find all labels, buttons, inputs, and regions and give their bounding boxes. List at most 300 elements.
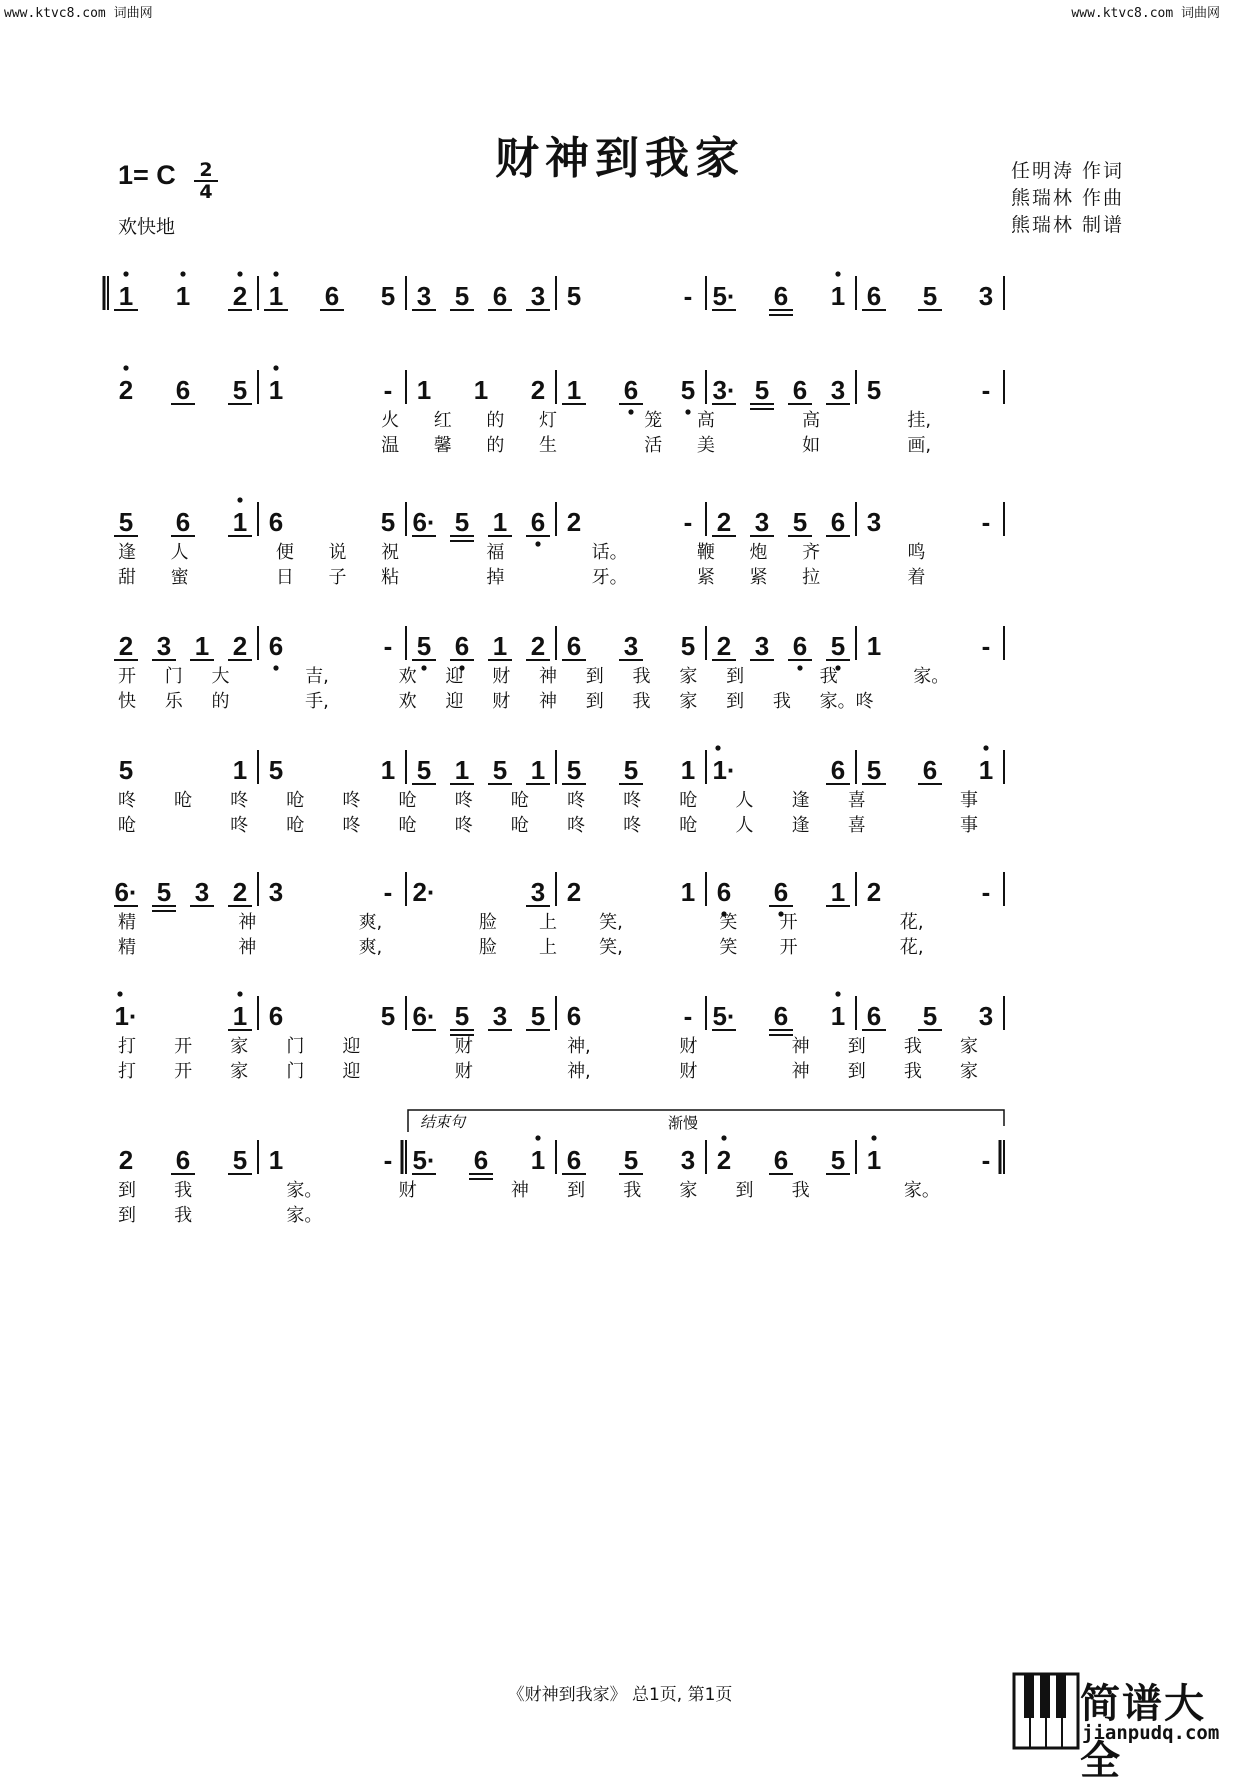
note: 1: [530, 755, 546, 785]
lyric-syllable: 家。: [913, 666, 950, 687]
note: 5: [492, 755, 508, 785]
note: 1: [232, 507, 248, 537]
note: 6: [773, 877, 789, 907]
lyric-syllable: 家。咚: [819, 691, 874, 712]
lyric-syllable: 开: [118, 666, 136, 687]
lyric-syllable: 咚: [454, 790, 473, 811]
note: 3: [194, 877, 210, 907]
note: -: [981, 1145, 991, 1175]
note: 6: [773, 1145, 789, 1175]
note: -: [383, 877, 393, 907]
note: 5: [623, 1145, 639, 1175]
lyric-syllable: 事: [960, 790, 978, 811]
lyric-syllable: 馨: [433, 435, 452, 456]
note: 1·: [114, 1001, 138, 1031]
lyric-syllable: 的: [211, 691, 230, 712]
note: 1: [492, 507, 508, 537]
note: 5: [118, 755, 134, 785]
note: 5: [454, 1001, 470, 1031]
tempo-marking: 欢快地: [118, 216, 176, 238]
ending-bracket: [408, 1110, 1004, 1132]
lyric-syllable: 到: [735, 1180, 754, 1201]
note-high-dot: [123, 271, 128, 276]
note: -: [383, 375, 393, 405]
page-title: 财神到我家: [495, 133, 745, 184]
note-high-dot: [715, 745, 720, 750]
lyric-syllable: 到: [567, 1180, 586, 1201]
note: 5: [922, 281, 938, 311]
note: 6: [773, 1001, 789, 1031]
note-low-dot: [273, 665, 278, 670]
note: 3: [978, 1001, 994, 1031]
lyric-syllable: 家。: [286, 1205, 323, 1226]
note: 1: [175, 281, 191, 311]
lyric-syllable: 我: [632, 691, 651, 712]
lyric-syllable: 我: [903, 1061, 922, 1082]
note-high-dot: [237, 271, 242, 276]
lyric-syllable: 打: [118, 1036, 136, 1057]
lyric-syllable: 生: [539, 435, 557, 456]
note: 6: [792, 631, 808, 661]
lyric-syllable: 神: [539, 666, 557, 687]
lyric-syllable: 咚: [567, 790, 586, 811]
note: -: [383, 631, 393, 661]
lyric-syllable: 快: [118, 691, 136, 712]
lyric-syllable: 我: [623, 1180, 642, 1201]
lyric-syllable: 齐: [802, 542, 821, 563]
lyric-syllable: 笑,: [599, 937, 623, 958]
lyric-syllable: 家: [679, 691, 698, 712]
lyric-syllable: 人: [735, 790, 754, 811]
note: 2: [118, 375, 134, 405]
note: 3: [754, 631, 770, 661]
note: 2: [232, 877, 248, 907]
note: 5: [156, 877, 172, 907]
lyric-syllable: 我: [772, 691, 791, 712]
lyric-syllable: 精: [118, 912, 136, 933]
time-signature-top: 2: [194, 160, 218, 182]
note: 6: [268, 507, 284, 537]
lyric-syllable: 咚: [342, 815, 361, 836]
note: 6: [716, 877, 732, 907]
note: 6: [830, 755, 846, 785]
lyric-syllable: 欢: [398, 691, 417, 712]
note: 5: [454, 281, 470, 311]
credit-composer: 熊瑞林 作曲: [1010, 187, 1124, 209]
lyric-syllable: 到: [726, 666, 745, 687]
lyric-syllable: 神,: [567, 1036, 591, 1057]
lyric-syllable: 逢: [791, 790, 810, 811]
lyric-syllable: 到: [585, 691, 604, 712]
lyric-syllable: 脸: [478, 912, 497, 933]
note: 6: [866, 281, 882, 311]
note-high-dot: [237, 497, 242, 502]
note: 1: [978, 755, 994, 785]
lyric-syllable: 人: [170, 542, 189, 563]
lyric-syllable: 紧: [749, 567, 768, 588]
lyric-syllable: 财: [492, 666, 511, 687]
note: 1: [268, 281, 284, 311]
note: 1: [492, 631, 508, 661]
lyric-syllable: 美: [696, 435, 715, 456]
note: -: [981, 375, 991, 405]
note: 6: [566, 1001, 582, 1031]
site-watermark-left: www.ktvc8.com 词曲网: [4, 6, 153, 21]
note: 2: [530, 631, 546, 661]
lyric-syllable: 乐: [164, 691, 183, 712]
note: 1: [118, 281, 134, 311]
note: 3: [156, 631, 172, 661]
lyric-syllable: 笑: [719, 912, 738, 933]
lyric-syllable: 说: [328, 542, 347, 563]
lyric-syllable: 逢: [791, 815, 810, 836]
note: 6: [473, 1145, 489, 1175]
lyric-syllable: 红: [433, 410, 452, 431]
lyric-syllable: 挂,: [907, 410, 932, 431]
lyric-syllable: 活: [644, 435, 663, 456]
lyric-syllable: 爽,: [358, 937, 383, 958]
lyric-syllable: 的: [486, 410, 505, 431]
lyric-syllable: 火: [381, 410, 400, 431]
note-low-dot: [421, 665, 426, 670]
lyric-syllable: 我: [819, 666, 838, 687]
lyric-syllable: 门: [164, 666, 183, 687]
note: 2: [716, 1145, 732, 1175]
lyric-syllable: 家: [960, 1036, 978, 1057]
lyric-syllable: 手,: [305, 691, 329, 712]
note: 1: [454, 755, 470, 785]
note: 5: [380, 281, 396, 311]
lyric-syllable: 子: [328, 567, 347, 588]
lyric-syllable: 财: [679, 1061, 698, 1082]
note: 5: [792, 507, 808, 537]
note-high-dot: [835, 991, 840, 996]
lyric-syllable: 打: [118, 1061, 136, 1082]
lyric-syllable: 高: [802, 410, 821, 431]
note: 3: [680, 1145, 696, 1175]
key-signature: 1= C: [118, 160, 176, 190]
lyric-syllable: 大: [211, 666, 230, 687]
lyric-syllable: 如: [802, 435, 821, 456]
lyric-syllable: 神: [238, 937, 257, 958]
note: 5: [454, 507, 470, 537]
lyric-syllable: 到: [847, 1061, 866, 1082]
note-high-dot: [535, 1135, 540, 1140]
lyric-syllable: 吉,: [305, 666, 329, 687]
lyric-syllable: 家: [960, 1061, 978, 1082]
note: 3: [530, 877, 546, 907]
lyric-syllable: 门: [286, 1036, 305, 1057]
note: 1: [380, 755, 396, 785]
note: 6: [530, 507, 546, 537]
lyric-syllable: 逢: [118, 542, 136, 563]
lyric-syllable: 到: [585, 666, 604, 687]
lyric-syllable: 呛: [398, 815, 417, 836]
note: 1: [866, 631, 882, 661]
note: 5: [530, 1001, 546, 1031]
lyric-syllable: 门: [286, 1061, 305, 1082]
note: 6: [175, 1145, 191, 1175]
note-low-dot: [628, 409, 633, 414]
note: 6: [922, 755, 938, 785]
lyric-syllable: 高: [696, 410, 715, 431]
lyric-syllable: 神: [791, 1061, 810, 1082]
note: 5: [866, 755, 882, 785]
lyric-syllable: 神: [791, 1036, 810, 1057]
site-watermark-right: www.ktvc8.com 词曲网: [1071, 6, 1220, 21]
note: 6: [773, 281, 789, 311]
lyric-syllable: 我: [174, 1205, 193, 1226]
lyric-syllable: 到: [118, 1180, 136, 1201]
note: 1: [866, 1145, 882, 1175]
note-low-dot: [685, 409, 690, 414]
lyric-syllable: 开: [779, 937, 798, 958]
lyric-syllable: 我: [632, 666, 651, 687]
note-high-dot: [117, 991, 122, 996]
lyric-syllable: 呛: [679, 815, 698, 836]
note: 1: [416, 375, 432, 405]
note: 1: [530, 1145, 546, 1175]
lyric-syllable: 咚: [118, 790, 136, 811]
lyric-syllable: 着: [907, 567, 926, 588]
note: 5: [566, 281, 582, 311]
lyric-syllable: 咚: [342, 790, 361, 811]
note: 5: [830, 1145, 846, 1175]
note: 2: [716, 631, 732, 661]
note: 1: [232, 1001, 248, 1031]
note: 6: [268, 631, 284, 661]
note: 3: [530, 281, 546, 311]
note: 3: [492, 1001, 508, 1031]
note: 6: [566, 631, 582, 661]
note: 6: [830, 507, 846, 537]
note: 3·: [712, 375, 736, 405]
note: 5·: [712, 281, 736, 311]
lyric-syllable: 蜜: [170, 567, 189, 588]
lyric-syllable: 咚: [623, 815, 642, 836]
lyric-syllable: 咚: [623, 790, 642, 811]
lyric-syllable: 呛: [118, 815, 136, 836]
note: -: [383, 1145, 393, 1175]
lyric-syllable: 呛: [174, 790, 193, 811]
note: 5: [380, 507, 396, 537]
note: 5: [680, 375, 696, 405]
lyric-syllable: 甜: [118, 567, 136, 588]
note: -: [981, 877, 991, 907]
lyric-syllable: 家。: [286, 1180, 323, 1201]
lyric-syllable: 咚: [230, 790, 249, 811]
note-high-dot: [237, 991, 242, 996]
lyric-syllable: 我: [174, 1180, 193, 1201]
note: 6: [866, 1001, 882, 1031]
note: -: [683, 1001, 693, 1031]
lyric-syllable: 我: [791, 1180, 810, 1201]
note: 5: [268, 755, 284, 785]
lyric-syllable: 迎: [445, 666, 464, 687]
note: 2: [118, 1145, 134, 1175]
note: 2: [716, 507, 732, 537]
note-high-dot: [871, 1135, 876, 1140]
note: 2: [566, 877, 582, 907]
note-high-dot: [273, 365, 278, 370]
note: 1: [268, 1145, 284, 1175]
note: 5: [380, 1001, 396, 1031]
lyric-syllable: 咚: [567, 815, 586, 836]
note: 5: [416, 631, 432, 661]
note: 2: [232, 631, 248, 661]
lyric-syllable: 脸: [478, 937, 497, 958]
note: 1: [830, 877, 846, 907]
note: 2: [118, 631, 134, 661]
logo-text: 简谱大全: [1080, 1681, 1206, 1784]
note: 5: [416, 755, 432, 785]
lyric-syllable: 灯: [539, 410, 557, 431]
note: 1: [194, 631, 210, 661]
note-high-dot: [835, 271, 840, 276]
note: 1·: [712, 755, 736, 785]
note: 5: [830, 631, 846, 661]
lyric-syllable: 事: [960, 815, 978, 836]
lyric-syllable: 神: [539, 691, 557, 712]
note: -: [683, 507, 693, 537]
note: 5·: [712, 1001, 736, 1031]
note: 2: [566, 507, 582, 537]
note: 6: [454, 631, 470, 661]
note: 3: [268, 877, 284, 907]
note-low-dot: [535, 541, 540, 546]
note: 5: [866, 375, 882, 405]
lyric-syllable: 开: [174, 1036, 193, 1057]
lyric-syllable: 呛: [286, 790, 305, 811]
lyric-syllable: 我: [903, 1036, 922, 1057]
lyric-syllable: 呛: [286, 815, 305, 836]
note: 3: [866, 507, 882, 537]
lyric-syllable: 鸣: [907, 542, 926, 563]
rit-label: 渐慢: [668, 1114, 699, 1132]
note: 1: [566, 375, 582, 405]
note: 3: [623, 631, 639, 661]
lyric-syllable: 开: [779, 912, 798, 933]
lyric-syllable: 到: [847, 1036, 866, 1057]
credit-transcriber: 熊瑞林 制谱: [1010, 214, 1124, 236]
lyric-syllable: 呛: [679, 790, 698, 811]
note: 6: [175, 375, 191, 405]
lyric-syllable: 呛: [510, 790, 529, 811]
lyric-syllable: 笑: [719, 937, 738, 958]
note-high-dot: [273, 271, 278, 276]
lyric-syllable: 人: [735, 815, 754, 836]
note: 6·: [114, 877, 138, 907]
lyric-syllable: 迎: [445, 691, 464, 712]
lyric-syllable: 呛: [510, 815, 529, 836]
credit-lyricist: 任明涛 作词: [1010, 160, 1124, 182]
lyric-syllable: 日: [275, 567, 294, 588]
note: 6: [623, 375, 639, 405]
lyric-syllable: 财: [679, 1036, 698, 1057]
lyric-syllable: 祝: [381, 542, 400, 563]
lyric-syllable: 画,: [907, 435, 932, 456]
note: 3: [830, 375, 846, 405]
lyric-syllable: 财: [398, 1180, 417, 1201]
lyric-syllable: 财: [454, 1061, 473, 1082]
lyric-syllable: 家: [679, 666, 698, 687]
lyric-syllable: 温: [381, 435, 400, 456]
lyric-syllable: 掉: [486, 567, 505, 588]
note: 1: [473, 375, 489, 405]
lyric-syllable: 家: [230, 1061, 249, 1082]
note: 1: [830, 1001, 846, 1031]
lyric-syllable: 喜: [847, 815, 866, 836]
lyric-syllable: 牙。: [591, 567, 628, 588]
note-high-dot: [123, 365, 128, 370]
lyric-syllable: 神,: [567, 1061, 591, 1082]
lyric-syllable: 笑,: [599, 912, 623, 933]
lyric-syllable: 到: [118, 1205, 136, 1226]
note-high-dot: [983, 745, 988, 750]
note: -: [981, 631, 991, 661]
note: 5: [680, 631, 696, 661]
note: 5·: [412, 1145, 436, 1175]
lyric-syllable: 爽,: [358, 912, 383, 933]
lyric-syllable: 咚: [230, 815, 249, 836]
note: 5: [232, 1145, 248, 1175]
lyric-syllable: 开: [174, 1061, 193, 1082]
lyric-syllable: 拉: [802, 567, 821, 588]
lyric-syllable: 到: [726, 691, 745, 712]
note: 5: [232, 375, 248, 405]
lyric-syllable: 话。: [591, 542, 628, 563]
note: 5: [623, 755, 639, 785]
note: 2: [866, 877, 882, 907]
lyric-syllable: 炮: [749, 542, 768, 563]
lyric-syllable: 财: [492, 691, 511, 712]
lyric-syllable: 花,: [899, 912, 924, 933]
note: 1: [268, 375, 284, 405]
lyric-syllable: 呛: [398, 790, 417, 811]
lyric-syllable: 福: [486, 542, 505, 563]
lyric-syllable: 家: [679, 1180, 698, 1201]
logo-url: jianpudq.com: [1082, 1722, 1220, 1744]
lyric-syllable: 精: [118, 937, 136, 958]
note: 6: [324, 281, 340, 311]
lyric-syllable: 紧: [696, 567, 715, 588]
note-high-dot: [180, 271, 185, 276]
note: 3: [978, 281, 994, 311]
lyric-syllable: 粘: [381, 567, 400, 588]
note: 5: [754, 375, 770, 405]
lyric-syllable: 神: [238, 912, 257, 933]
lyric-syllable: 上: [539, 937, 557, 958]
note: 1: [680, 877, 696, 907]
note: 1: [680, 755, 696, 785]
lyric-syllable: 欢: [398, 666, 417, 687]
note: 2: [232, 281, 248, 311]
lyric-syllable: 上: [539, 912, 557, 933]
note-low-dot: [797, 665, 802, 670]
note: 6: [268, 1001, 284, 1031]
lyric-syllable: 财: [454, 1036, 473, 1057]
note: 2: [530, 375, 546, 405]
ending-label: 结束句: [420, 1113, 466, 1131]
note: 3: [416, 281, 432, 311]
note: 6: [175, 507, 191, 537]
note: 5: [118, 507, 134, 537]
lyric-syllable: 家: [230, 1036, 249, 1057]
note: 1: [830, 281, 846, 311]
lyric-syllable: 的: [486, 435, 505, 456]
lyric-syllable: 咚: [454, 815, 473, 836]
lyric-syllable: 喜: [847, 790, 866, 811]
